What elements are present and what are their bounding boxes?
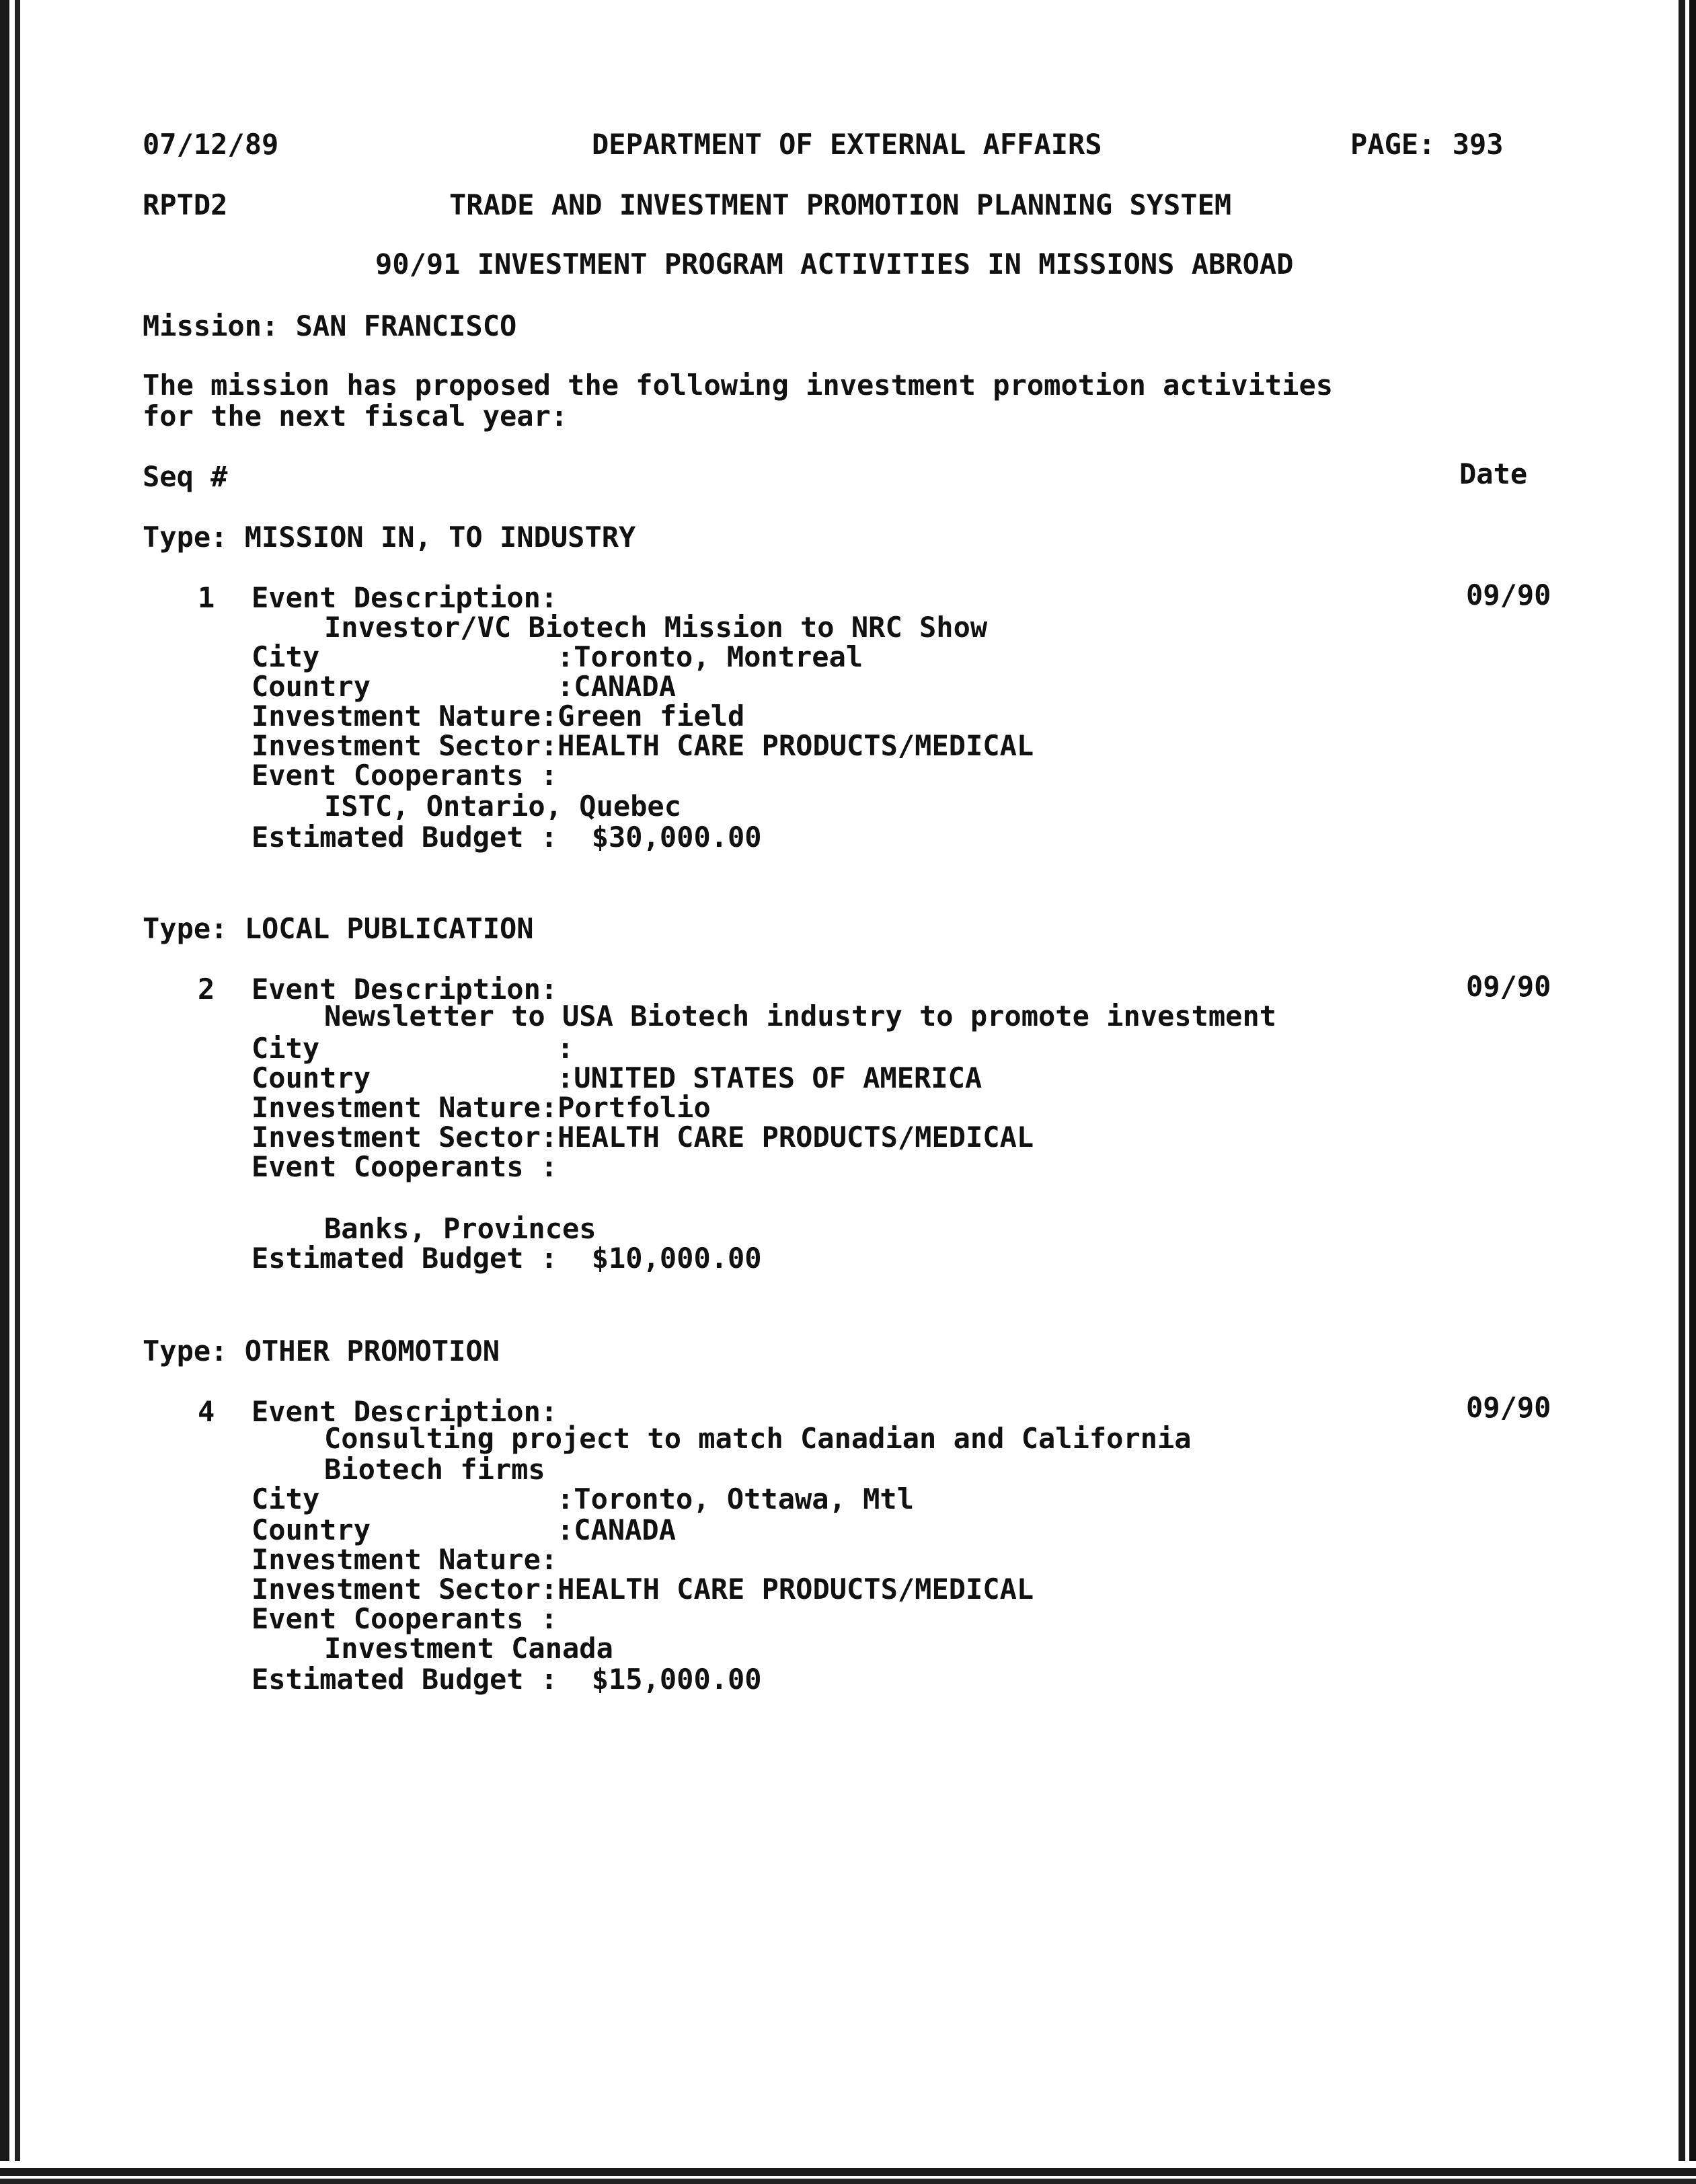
country-value: :CANADA (557, 1513, 677, 1546)
city-label: City (252, 1032, 320, 1065)
city-label: City (252, 1482, 320, 1515)
report-code: RPTD2 (143, 188, 228, 221)
event-date: 09/90 (1466, 970, 1551, 1003)
investment-nature: Investment Nature:Portfolio (252, 1091, 711, 1124)
event-cooperants-label: Event Cooperants : (252, 1602, 558, 1635)
estimated-budget: Estimated Budget : $15,000.00 (252, 1663, 762, 1696)
event-cooperants-label: Event Cooperants : (252, 1150, 558, 1183)
scan-border-right (1669, 0, 1696, 2184)
country-label: Country (252, 1513, 371, 1546)
department-title: DEPARTMENT OF EXTERNAL AFFAIRS (592, 128, 1102, 161)
report-date: 07/12/89 (143, 128, 279, 161)
page-number: PAGE: 393 (1350, 128, 1504, 161)
city-value: :Toronto, Montreal (557, 640, 863, 673)
event-cooperants-value: ISTC, Ontario, Quebec (324, 790, 682, 823)
country-label: Country (252, 670, 371, 703)
estimated-budget: Estimated Budget : $10,000.00 (252, 1242, 762, 1275)
sequence-number: 4 (198, 1395, 215, 1428)
city-value: : (557, 1032, 574, 1065)
event-description-label: Event Description: (252, 973, 558, 1006)
seq-column-header: Seq # (143, 460, 228, 493)
city-value: :Toronto, Ottawa, Mtl (557, 1482, 915, 1515)
country-value: :UNITED STATES OF AMERICA (557, 1061, 982, 1094)
event-description-line: Investor/VC Biotech Mission to NRC Show (324, 611, 988, 644)
investment-nature: Investment Nature:Green field (252, 700, 745, 732)
event-cooperants-label: Event Cooperants : (252, 759, 558, 792)
section-type: Type: LOCAL PUBLICATION (143, 912, 534, 945)
event-description-line: Consulting project to match Canadian and California (324, 1422, 1192, 1455)
event-date: 09/90 (1466, 578, 1551, 611)
investment-sector: Investment Sector:HEALTH CARE PRODUCTS/MEDICAL (252, 1573, 1034, 1606)
date-column-header: Date (1459, 457, 1528, 490)
scan-border-left (0, 0, 30, 2184)
event-description-line: Biotech firms (324, 1453, 545, 1486)
country-value: :CANADA (557, 670, 677, 703)
event-description-label: Event Description: (252, 581, 558, 614)
scan-border-bottom (0, 2161, 1696, 2184)
event-cooperants-value: Investment Canada (324, 1632, 613, 1665)
sequence-number: 1 (198, 581, 215, 614)
event-description-label: Event Description: (252, 1395, 558, 1428)
section-type: Type: MISSION IN, TO INDUSTRY (143, 521, 636, 554)
country-label: Country (252, 1061, 371, 1094)
city-label: City (252, 640, 320, 673)
report-title: 90/91 INVESTMENT PROGRAM ACTIVITIES IN MISSIONS ABROAD (375, 248, 1294, 280)
intro-line-2: for the next fiscal year: (143, 400, 568, 432)
event-date: 09/90 (1466, 1391, 1551, 1424)
event-description-line: Newsletter to USA Biotech industry to promote investment (324, 1000, 1277, 1032)
investment-sector: Investment Sector:HEALTH CARE PRODUCTS/MEDICAL (252, 1121, 1034, 1154)
investment-nature: Investment Nature: (252, 1543, 558, 1576)
investment-sector: Investment Sector:HEALTH CARE PRODUCTS/MEDICAL (252, 729, 1034, 762)
system-title: TRADE AND INVESTMENT PROMOTION PLANNING SYSTEM (449, 188, 1232, 221)
section-type: Type: OTHER PROMOTION (143, 1334, 500, 1367)
estimated-budget: Estimated Budget : $30,000.00 (252, 821, 762, 854)
event-cooperants-value: Banks, Provinces (324, 1212, 596, 1245)
sequence-number: 2 (198, 973, 215, 1006)
intro-line-1: The mission has proposed the following investment promotion activities (143, 369, 1334, 402)
mission-label: Mission: SAN FRANCISCO (143, 309, 517, 342)
